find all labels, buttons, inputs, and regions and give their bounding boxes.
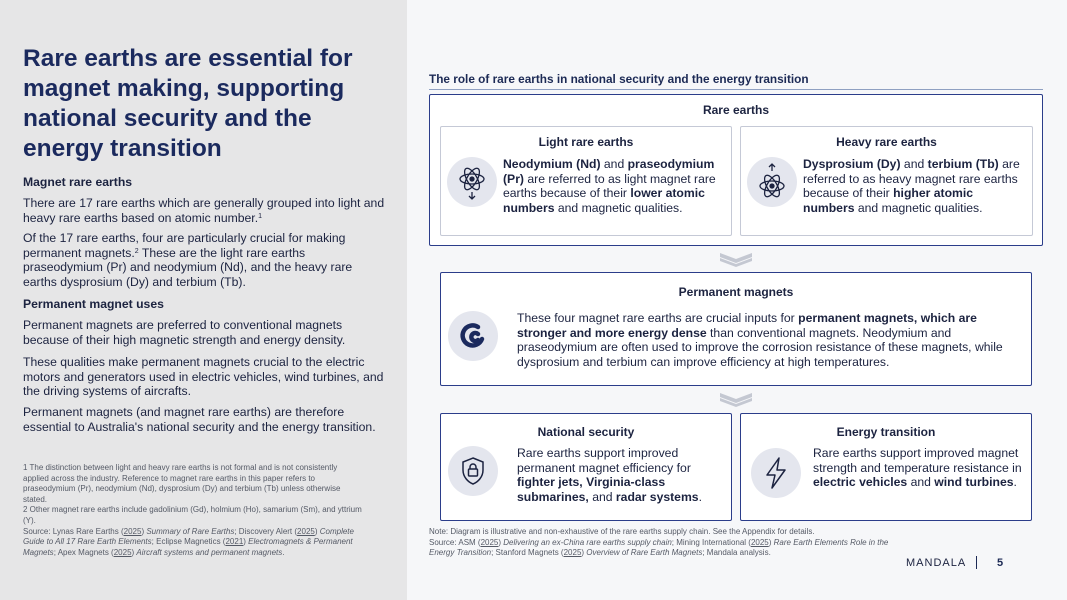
- brand-logo: MANDALA: [906, 557, 967, 569]
- heading-permanent-magnet-uses: Permanent magnet uses: [23, 297, 164, 311]
- footnotes: [23, 463, 363, 558]
- lightning-bolt-icon: [751, 448, 801, 498]
- heavy-rare-earths-title: Heavy rare earths: [836, 135, 937, 149]
- page-title: Rare earths are essential for magnet making, supporting national security and the energy transition: [23, 45, 353, 162]
- footer-divider: [976, 556, 977, 569]
- chevron-down-icon: [718, 391, 754, 407]
- permanent-magnets-title: Permanent magnets: [678, 285, 794, 299]
- paragraph-therefore-essential: Permanent magnets (and magnet rare earths) are therefore essential to Australia's national security and the energy transition.: [23, 405, 376, 434]
- rare-earths-title: Rare earths: [702, 103, 770, 117]
- energy-transition-text: Rare earths support improved magnet strength and temperature resistance in electric vehicles and wind turbines.: [813, 446, 1022, 490]
- heading-magnet-rare-earths: Magnet rare earths: [23, 175, 133, 189]
- atom-icon: [447, 157, 497, 207]
- atom-up-arrow-icon: [747, 157, 797, 207]
- footnote-2: 2 Other magnet rare earths include gadolinium (Gd), holmium (Ho), samarium (Sm), and yttrium (Y).: [23, 505, 362, 525]
- paragraph-preferred: Permanent magnets are preferred to conventional magnets because of their high magnetic strength and energy density.: [23, 318, 346, 347]
- heavy-rare-earths-text: Dysprosium (Dy) and terbium (Tb) are referred to as heavy magnet rare earths because of their higher atomic numbers and magnetic qualities.: [803, 157, 1020, 215]
- paragraph-four-crucial: Of the 17 rare earths, four are particularly crucial for making permanent magnets.$^2$ These are the light rare earths praseodymium (Pr) and neodymium (Nd), and the heavy rare earths dysprosium (Dy) and terbium (Tb).: [23, 231, 353, 289]
- magnet-icon: [448, 311, 498, 361]
- light-rare-earths-text: Neodymium (Nd) and praseodymium (Pr) are referred to as light magnet rare earths because of their lower atomic numbers and magnetic qualities.: [503, 157, 716, 215]
- shield-lock-icon: [448, 446, 498, 496]
- source-left: Source: Lynas Rare Earths (2025) Summary of Rare Earths; Discovery Alert (2025) Complete Guide to All 17 Rare Earth Elements; Eclipse Magnetics (2021) Electromagnets & Permanent Magnets; Apex Magnets (2025) Aircraft systems and permanent magnets.: [23, 526, 354, 557]
- diagram-note: Note: Diagram is illustrative and non-exhaustive of the rare earths supply chain. See the Appendix for details.: [429, 527, 815, 536]
- national-security-text: Rare earths support improved permanent magnet efficiency for fighter jets, Virginia-class submarines, and radar systems.: [517, 446, 702, 504]
- footnote-1: 1 The distinction between light and heavy rare earths is not formal and is not consistently applied across the industry. Reference to magnet rare earths in this paper refers to praseodymium (Pr), neodymium (Nd), dysprosium (Dy) and terbium (Tb) unless otherwise stated.: [23, 463, 341, 504]
- paragraph-17-rare-earths: There are 17 rare earths which are generally grouped into light and heavy rare earths based on atomic number.$^1$: [23, 196, 385, 225]
- chevron-down-icon: [718, 251, 754, 267]
- energy-transition-title: Energy transition: [836, 425, 936, 439]
- diagram-title: The role of rare earths in national security and the energy transition: [429, 72, 1043, 90]
- diagram-source: Source: ASM (2025) Delivering an ex-China rare earths supply chain; Mining International (2025) Rare Earth Elements Role in the Energy Transition; Stanford Magnets (2025) Overview of Rare Earth Magnets; Mandala analysis.: [429, 537, 889, 558]
- paragraph-qualities: These qualities make permanent magnets crucial to the electric motors and generators used in electric vehicles, wind turbines, and the driving systems of aircrafts.: [23, 355, 384, 399]
- national-security-title: National security: [537, 425, 635, 439]
- page-number: 5: [997, 557, 1004, 569]
- light-rare-earths-title: Light rare earths: [538, 135, 634, 149]
- diagram-notes: [429, 527, 889, 559]
- permanent-magnets-text: These four magnet rare earths are crucial inputs for permanent magnets, which are stronger and more energy dense than conventional magnets. Neodymium and praseodymium are often used to improve the corrosion resistance of these magnets, while dysprosium and terbium can improve efficiency at high temperatures.: [517, 311, 1003, 369]
